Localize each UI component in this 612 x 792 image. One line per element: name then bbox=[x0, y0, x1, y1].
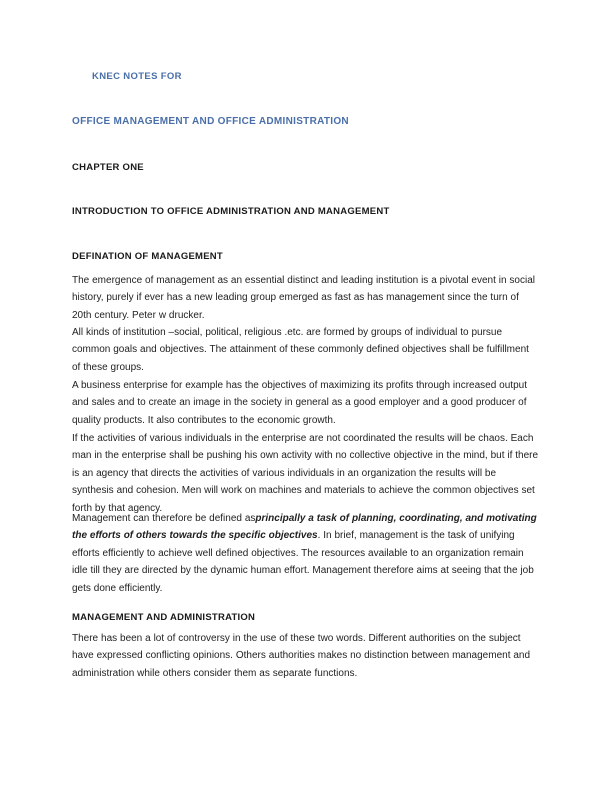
paragraph-business-enterprise: A business enterprise for example has the objectives of maximizing its profits through increased output and sales and to create an image in the society in general as a good employer and a good producer of quality products. It also contributes to the economic growth. bbox=[72, 380, 527, 426]
paragraph-management-defined bbox=[72, 510, 540, 597]
paragraph-emergence-of-management: The emergence of management as an essential distinct and leading institution is a pivotal event in social history, purely if ever has a new leading group emerged as fast as has management since the turn of 20th century. Peter w drucker. bbox=[72, 275, 535, 321]
paragraph-management-defined-rest: . In brief, management is the task of unifying efforts efficiently to achieve well defined objectives. The resources available to an organization remain idle till they are directed by the dynamic human effort. Management therefore aims at seeing that the job gets done efficiently. bbox=[72, 530, 534, 594]
heading-chapter-one: CHAPTER ONE bbox=[72, 162, 144, 173]
heading-introduction: INTRODUCTION TO OFFICE ADMINISTRATION AND MANAGEMENT bbox=[72, 206, 390, 217]
document-subtitle: KNEC NOTES FOR bbox=[92, 71, 182, 82]
heading-defination-of-management: DEFINATION OF MANAGEMENT bbox=[72, 251, 223, 262]
paragraph-management-defined-intro: Management can therefore be defined as bbox=[72, 513, 256, 524]
paragraph-controversy-two-words: There has been a lot of controversy in the use of these two words. Different authorities on the subject have expressed conflicting opinions. Others authorities makes no distinction between management and administration while others consider them as separate functions. bbox=[72, 633, 531, 679]
document-title: OFFICE MANAGEMENT AND OFFICE ADMINISTRATION bbox=[72, 116, 349, 127]
paragraph-kinds-of-institution: All kinds of institution –social, political, religious .etc. are formed by groups of individual to pursue common goals and objectives. The attainment of these commonly defined objectives shall be fulfillment of these groups. bbox=[72, 327, 529, 373]
paragraph-activities-coordination: If the activities of various individuals in the enterprise are not coordinated the results will be chaos. Each man in the enterprise shall be pushing his own activity with no collective objective in the mind, but if there is an agency that directs the activities of various individuals in an organization the results will be synthesis and cohesion. Men will work on machines and materials to achieve the common objectives set forth by that agency. bbox=[72, 433, 539, 514]
paragraph-management-defined-emphasis: principally a task of planning, coordinating, and motivating the efforts of others towards the specific objectives bbox=[72, 513, 537, 542]
heading-management-and-administration: MANAGEMENT AND ADMINISTRATION bbox=[72, 612, 256, 623]
